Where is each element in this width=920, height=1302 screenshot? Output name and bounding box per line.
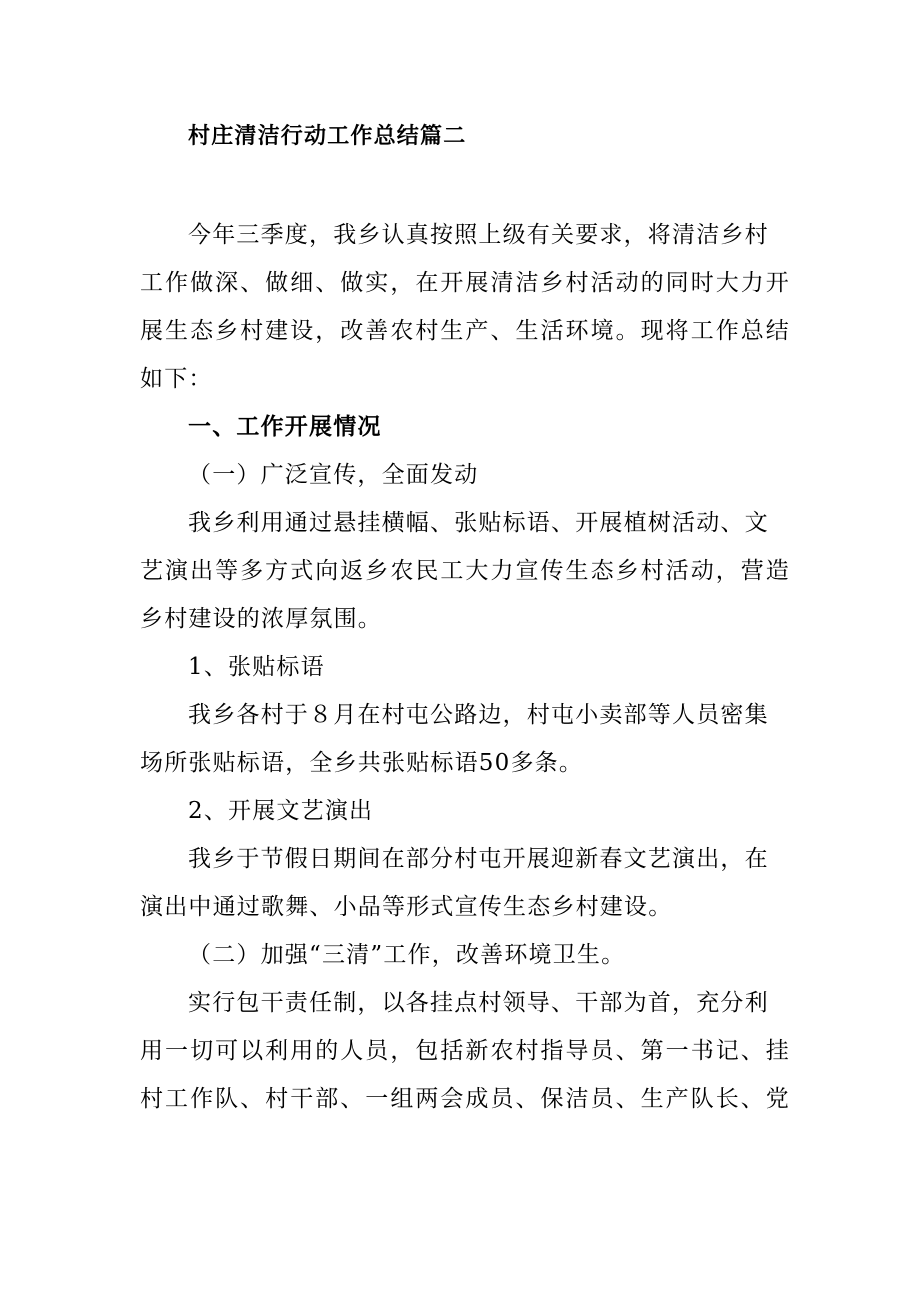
intro-line-3: 展生态乡村建设，改善农村生产、生活环境。现将工作总结 [140,318,790,344]
subsection-2-line-2: 用一切可以利用的人员，包括新农村指导员、第一书记、挂 [140,1038,790,1064]
subsection-2-line-3: 村工作队、村干部、一组两会成员、保洁员、生产队长、党 [140,1086,790,1112]
subsection-2-heading: （二）加强“三清”工作，改善环境卫生。 [188,942,626,968]
document-title: 村庄清洁行动工作总结篇二 [188,124,467,149]
subsection-1-heading: （一）广泛宣传，全面发动 [188,462,479,488]
intro-line-1: 今年三季度，我乡认真按照上级有关要求，将清洁乡村 [188,222,769,248]
item-1-line-1: 我乡各村于８月在村屯公路边，村屯小卖部等人员密集 [188,702,769,728]
section-1-heading: 一、工作开展情况 [188,414,382,440]
intro-line-2: 工作做深、做细、做实，在开展清洁乡村活动的同时大力开 [140,270,790,296]
subsection-1-line-3: 乡村建设的浓厚氛围。 [140,606,382,632]
intro-line-4: 如下： [140,366,213,392]
item-2-heading: 2、开展文艺演出 [188,798,374,824]
subsection-1-line-2: 艺演出等多方式向返乡农民工大力宣传生态乡村活动，营造 [140,558,790,584]
subsection-2-line-1: 实行包干责任制，以各挂点村领导、干部为首，充分利 [188,990,769,1016]
subsection-1-line-1: 我乡利用通过悬挂横幅、张贴标语、开展植树活动、文 [188,510,769,536]
item-1-heading: 1、张贴标语 [188,654,325,680]
item-1-line-2: 场所张贴标语，全乡共张贴标语50多条。 [140,750,584,776]
item-2-line-1: 我乡于节假日期间在部分村屯开展迎新春文艺演出，在 [188,846,769,872]
item-2-line-2: 演出中通过歌舞、小品等形式宣传生态乡村建设。 [140,894,673,920]
